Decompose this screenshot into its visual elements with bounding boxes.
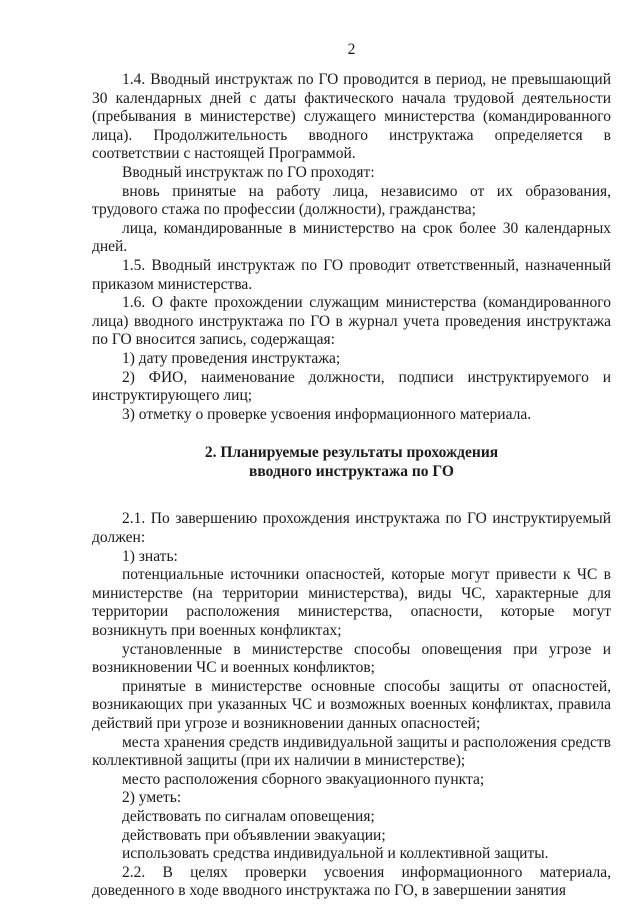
section-heading-line-2: вводного инструктажа по ГО [249,462,454,480]
page-number: 2 [347,41,356,58]
paragraph-evacuation-point: место расположения сборного эвакуационного пункта; [122,770,485,788]
list-item-date: 1) дату проведения инструктажа; [122,349,341,367]
list-item-know: 1) знать: [122,547,178,565]
paragraph-new-hires: вновь принятые на работу лица, независимо от их образования, трудового стажа по профессии (должности), гражданства; [92,182,611,219]
paragraph-1-4: 1.4. Вводный инструктаж по ГО проводится в период, не превышающий 30 календарных дней с даты фактического начала трудовой деятельности (пребывания в министерстве) служащего министерства (командированного лица). Продолжительность вводного инструктажа определяется в соответствии с настоящей Программой. [92,71,611,163]
paragraph-storage: места хранения средств индивидуальной защиты и расположения средств коллективной защиты (при их наличии в министерстве); [92,733,611,770]
paragraph-protective-means: использовать средства индивидуальной и коллективной защиты. [122,845,549,863]
paragraph-2-2: 2.2. В целях проверки усвоения информационного материала, доведенного в ходе вводного инструктажа по ГО, в завершении занятия [92,863,611,900]
list-item-fio: 2) ФИО, наименование должности, подписи инструктируемого и инструктирующего лиц; [92,368,611,405]
paragraph-sources: потенциальные источники опасностей, которые могут привести к ЧС в министерстве (на территории министерства), виды ЧС, характерные для территории расположения министерства, опасности, которые могут возникнуть при военных конфликтах; [92,566,611,640]
list-item-check: 3) отметку о проверке усвоения информационного материала. [122,405,532,423]
list-item-be-able: 2) уметь: [122,789,182,807]
section-heading [92,444,611,481]
paragraph-signals: действовать по сигналам оповещения; [122,807,375,825]
paragraph-2-1: 2.1. По завершению прохождения инструктажа по ГО инструктируемый должен: [92,510,611,547]
section-heading-line-1: 2. Планируемые результаты прохождения [204,444,499,462]
paragraph-seconded: лица, командированные в министерство на срок более 30 календарных дней. [92,219,611,256]
paragraph-1-5: 1.5. Вводный инструктаж по ГО проводит ответственный, назначенный приказом министерства. [92,256,611,293]
paragraph-protection: принятые в министерстве основные способы защиты от опасностей, возникающих при указанных ЧС и возможных военных конфликтах, правила действий при угрозе и возникновении данных опасностей; [92,677,611,732]
document-page [92,40,611,901]
paragraph-1-6: 1.6. О факте прохождении служащим министерства (командированного лица) вводного инструктажа по ГО в журнал учета проведения инструктажа по ГО вносится запись, содержащая: [92,294,611,349]
paragraph-who-passes: Вводный инструктаж по ГО проходят: [122,163,375,181]
paragraph-evacuation: действовать при объявлении эвакуации; [122,826,386,844]
paragraph-alert-methods: установленные в министерстве способы оповещения при угрозе и возникновении ЧС и военных конфликтов; [92,640,611,677]
